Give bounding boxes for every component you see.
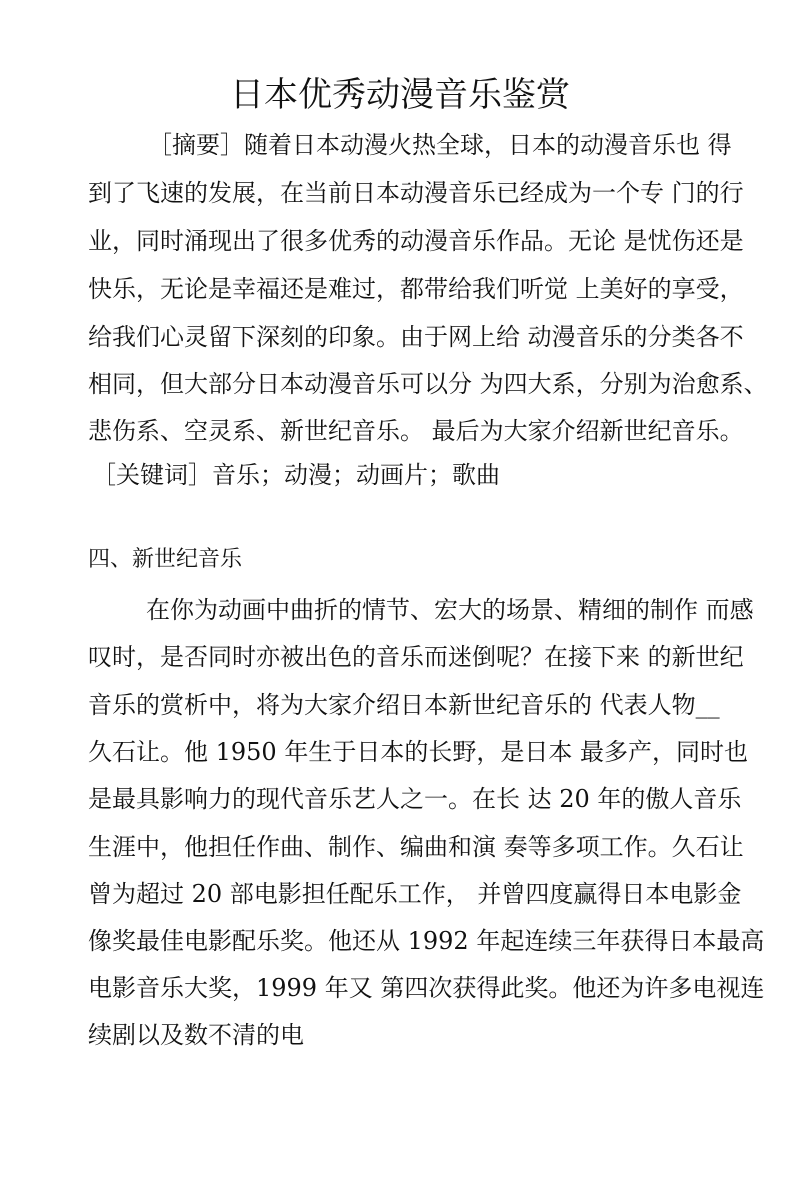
abstract-line: ［摘要］随着日本动漫火热全球，日本的动漫音乐也 得 <box>148 131 732 159</box>
document-title: 日本优秀动漫音乐鉴赏 <box>230 75 570 115</box>
body-line: 曾为超过 20 部电影担任配乐工作， 并曾四度赢得日本电影金 <box>88 880 742 908</box>
body-line: 电影音乐大奖，1999 年又 第四次获得此奖。他还为许多电视连 <box>88 974 765 1002</box>
body-line: 久石让。他 1950 年生于日本的长野，是日本 最多产，同时也 <box>88 738 748 766</box>
abstract-line: 相同，但大部分日本动漫音乐可以分 为四大系，分别为治愈系、 <box>88 370 768 398</box>
abstract-line: 给我们心灵留下深刻的印象。由于网上给 动漫音乐的分类各不 <box>88 323 744 351</box>
keywords-line: ［关键词］音乐；动漫；动画片；歌曲 <box>92 461 500 489</box>
body-line: 叹时，是否同时亦被出色的音乐而迷倒呢？在接下来 的新世纪 <box>88 643 744 671</box>
abstract-line: 业，同时涌现出了很多优秀的动漫音乐作品。无论 是忧伤还是 <box>88 227 744 255</box>
body-line: 像奖最佳电影配乐奖。他还从 1992 年起连续三年获得日本最高 <box>88 927 765 955</box>
abstract-line: 悲伤系、空灵系、新世纪音乐。 最后为大家介绍新世纪音乐。 <box>88 417 744 445</box>
body-line: 是最具影响力的现代音乐艺人之一。在长 达 20 年的傲人音乐 <box>88 785 742 813</box>
body-line: 在你为动画中曲折的情节、宏大的场景、精细的制作 而感 <box>146 596 754 624</box>
body-line: 音乐的赏析中，将为大家介绍日本新世纪音乐的 代表人物__ <box>88 691 720 719</box>
body-line: 生涯中，他担任作曲、制作、编曲和演 奏等多项工作。久石让 <box>88 833 744 861</box>
abstract-line: 快乐，无论是幸福还是难过，都带给我们听觉 上美好的享受， <box>88 275 744 303</box>
body-line: 续剧以及数不清的电 <box>88 1021 304 1049</box>
section-heading: 四、新世纪音乐 <box>88 547 243 572</box>
abstract-line: 到了飞速的发展，在当前日本动漫音乐已经成为一个专 门的行 <box>88 179 744 207</box>
